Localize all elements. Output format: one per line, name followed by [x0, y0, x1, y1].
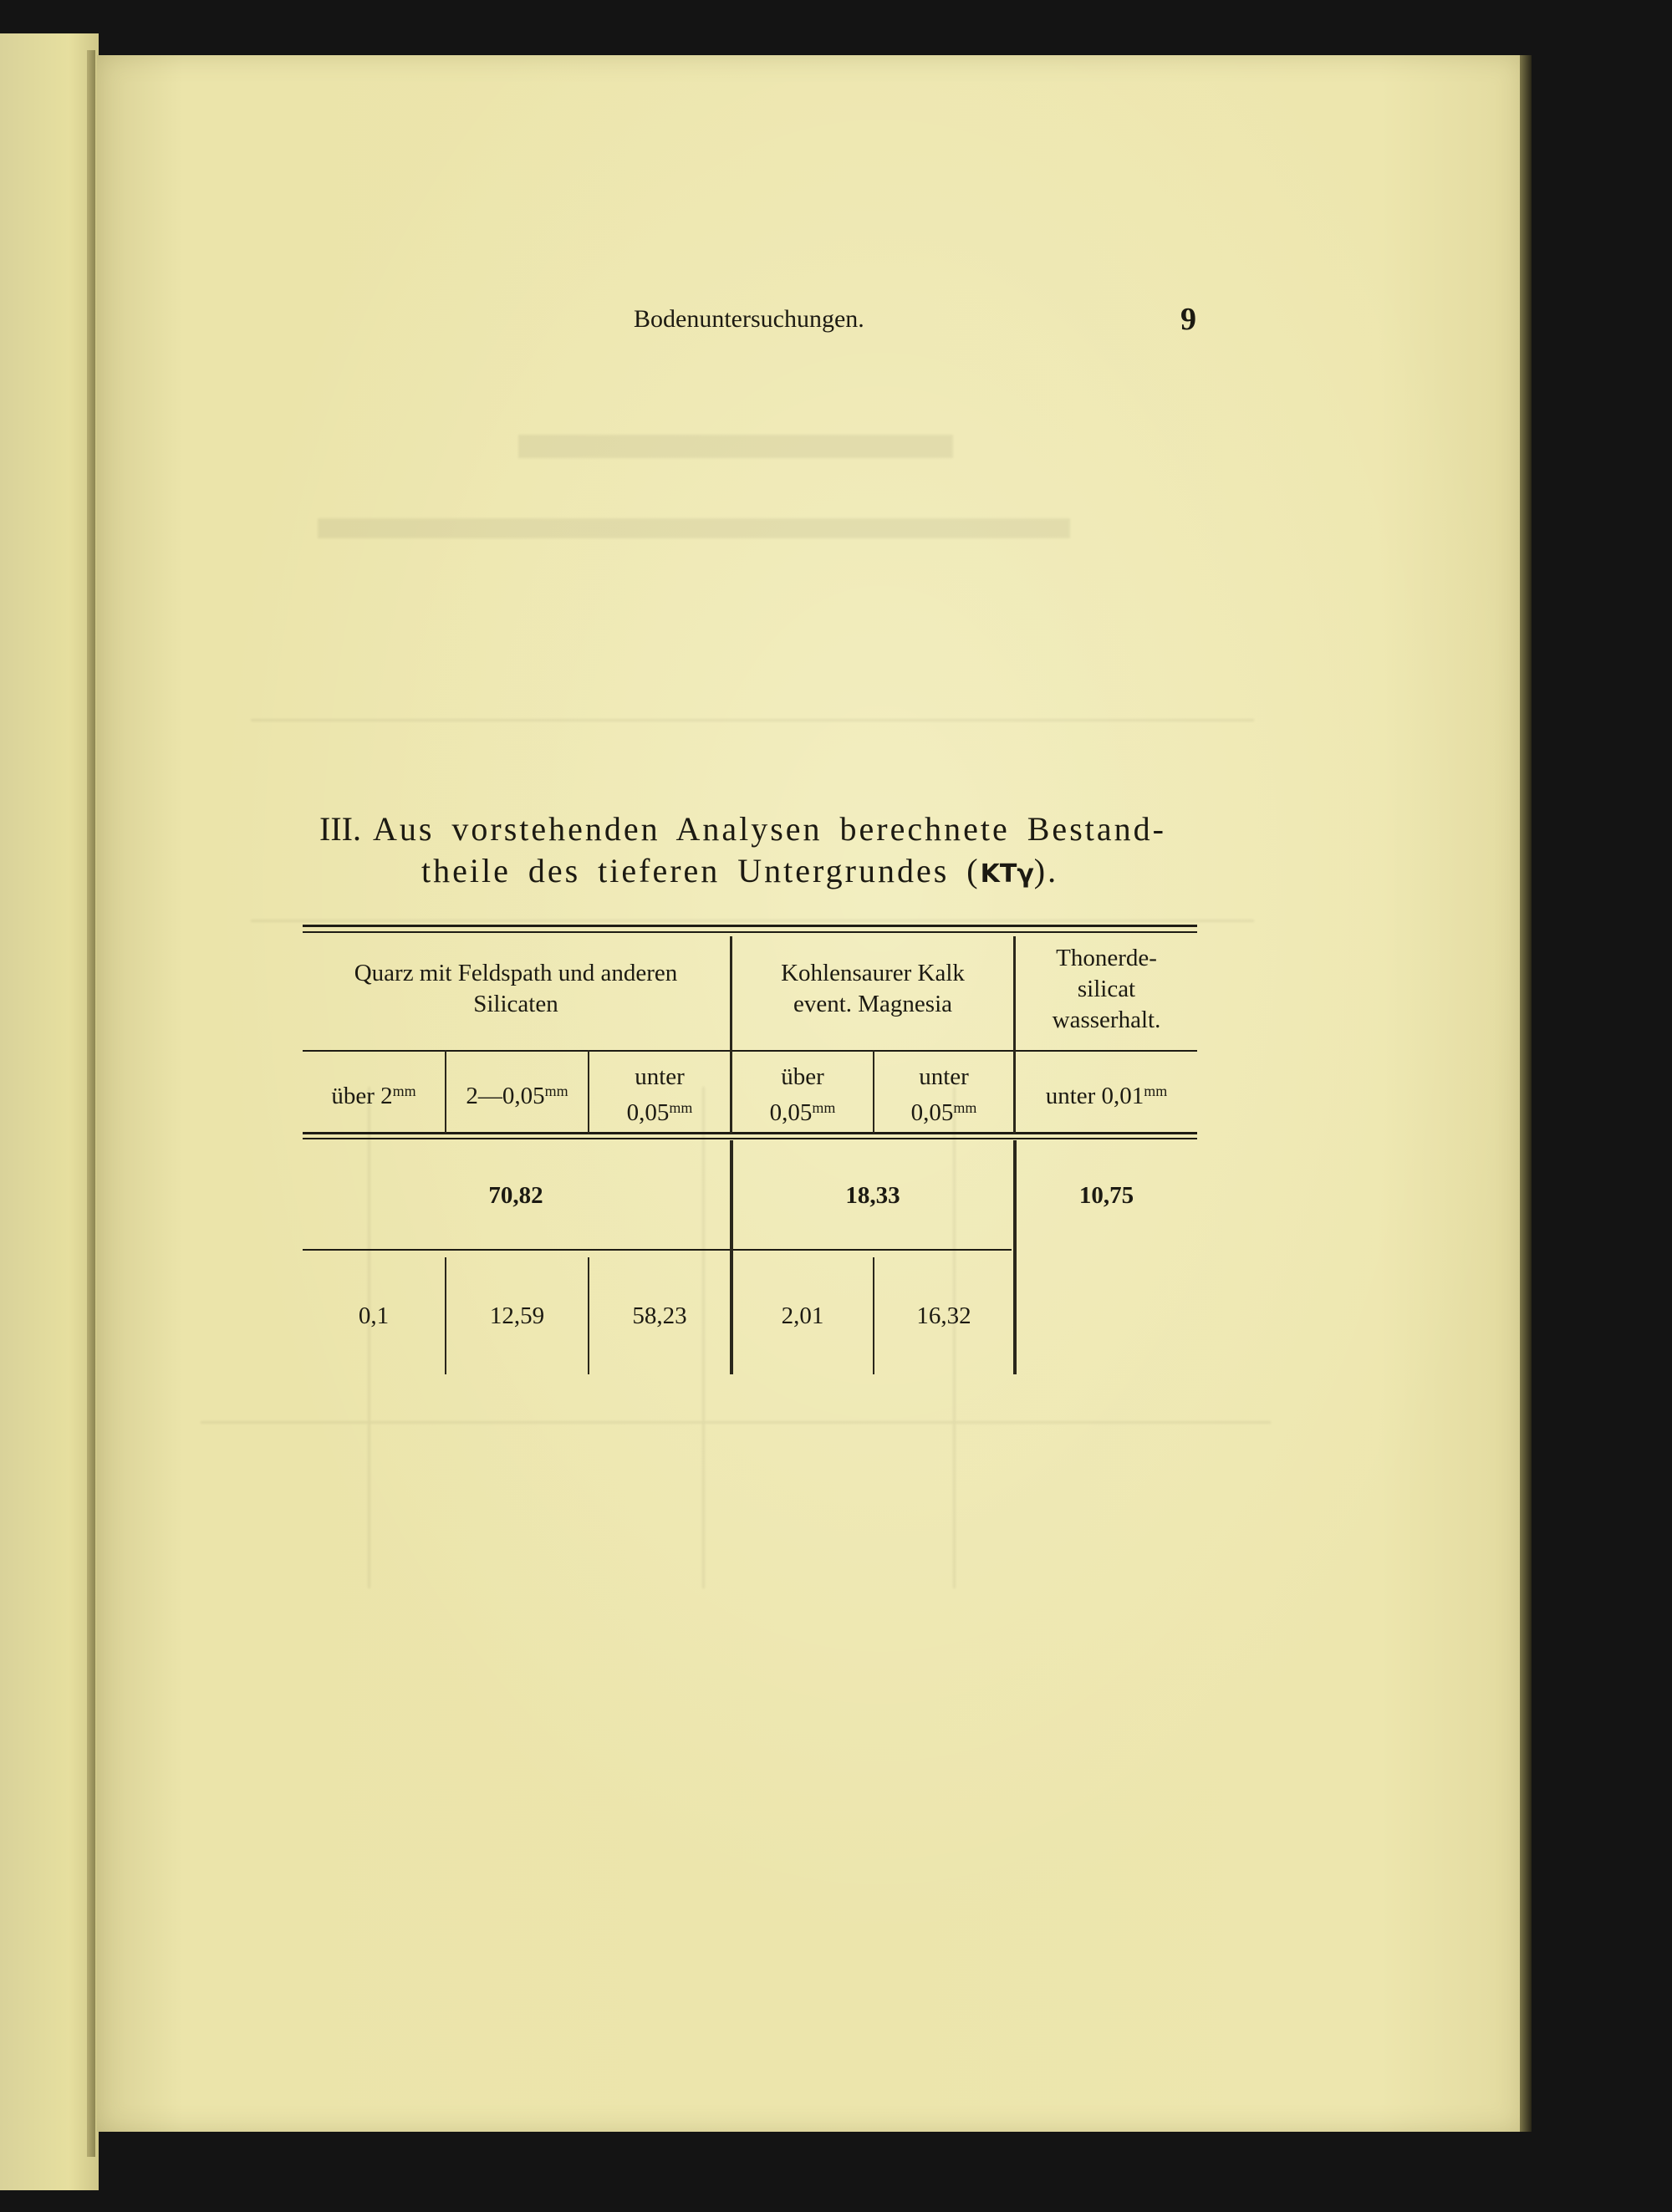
value-2-0-05mm: 12,59 [489, 1302, 545, 1329]
value-over-2mm: 0,1 [358, 1302, 390, 1329]
section-heading-line-2 [421, 851, 1058, 890]
subhead-2-0-05mm [446, 1076, 588, 1112]
total-carbonate: 18,33 [845, 1182, 900, 1209]
heading-abbreviation: KTγ [980, 859, 1034, 889]
subhead-unit: mm [1144, 1083, 1168, 1099]
heading-text-2: theile des tieferen Untergrundes ( [421, 852, 981, 889]
group-header-line: Silicaten [473, 991, 558, 1017]
total-clay: 10,75 [1078, 1182, 1134, 1209]
subhead-text: unter [635, 1063, 685, 1090]
subhead-text: über 2 [331, 1083, 393, 1109]
subhead-unit: mm [392, 1083, 416, 1099]
subhead-over-2mm [303, 1076, 445, 1112]
totals-bottom-rule [303, 1249, 1012, 1251]
total-quartz: 70,82 [488, 1182, 543, 1209]
facing-page-gutter [87, 50, 95, 2157]
heading-text-2-end: ). [1033, 852, 1059, 889]
subhead-unit: mm [669, 1099, 693, 1116]
subhead-text: unter 0,01 [1045, 1083, 1144, 1109]
subhead-text: 2—0,05 [466, 1083, 545, 1109]
value-over-0-05mm: 2,01 [781, 1302, 824, 1329]
group-rule [730, 1140, 733, 1374]
subhead-over-0-05mm [732, 1062, 873, 1129]
subhead-top-rule [303, 1050, 1197, 1052]
page-number: 9 [1180, 302, 1196, 337]
subhead-unit: mm [812, 1099, 836, 1116]
group-header-line: Kohlensaurer Kalk [781, 960, 965, 986]
facing-page-edge [0, 33, 99, 2190]
heading-text-1: Aus vorstehenden Analysen berechnete Bestand- [372, 810, 1166, 848]
group-header-line: wasserhalt. [1052, 1007, 1161, 1033]
group-header-line: silicat [1077, 976, 1136, 1002]
group-header-line: event. Magnesia [793, 991, 953, 1017]
group-header-carbonate [732, 958, 1013, 1020]
group-header-clay [1016, 943, 1197, 1036]
section-heading-line-1 [319, 809, 1166, 849]
page-fore-edge [1520, 55, 1532, 2132]
subhead-bottom-rule-thick [303, 1132, 1197, 1134]
group-header-quartz [303, 958, 729, 1020]
subhead-text: unter [919, 1063, 969, 1090]
subhead-bottom-rule-thin [303, 1138, 1197, 1139]
subhead-under-0-05mm [589, 1062, 730, 1129]
subhead-carbonate-under-0-05mm [874, 1062, 1013, 1129]
subhead-unit: mm [953, 1099, 977, 1116]
subhead-text: 0,05 [910, 1099, 954, 1126]
subhead-unit: mm [544, 1083, 568, 1099]
group-rule [1013, 1140, 1017, 1374]
group-header-line: Quarz mit Feldspath und anderen [354, 960, 678, 986]
table-top-rule-thin [303, 931, 1197, 933]
group-header-line: Thonerde- [1056, 945, 1157, 971]
subhead-text: über [781, 1063, 824, 1090]
value-carbonate-under-0-05mm: 16,32 [916, 1302, 971, 1329]
running-head: Bodenuntersuchungen. [634, 305, 864, 333]
value-under-0-05mm: 58,23 [632, 1302, 687, 1329]
table-top-rule-thick [303, 925, 1197, 927]
subhead-text: 0,05 [769, 1099, 813, 1126]
subhead-under-0-01mm [1016, 1076, 1197, 1112]
subhead-text: 0,05 [626, 1099, 670, 1126]
section-number: III. [319, 810, 361, 848]
